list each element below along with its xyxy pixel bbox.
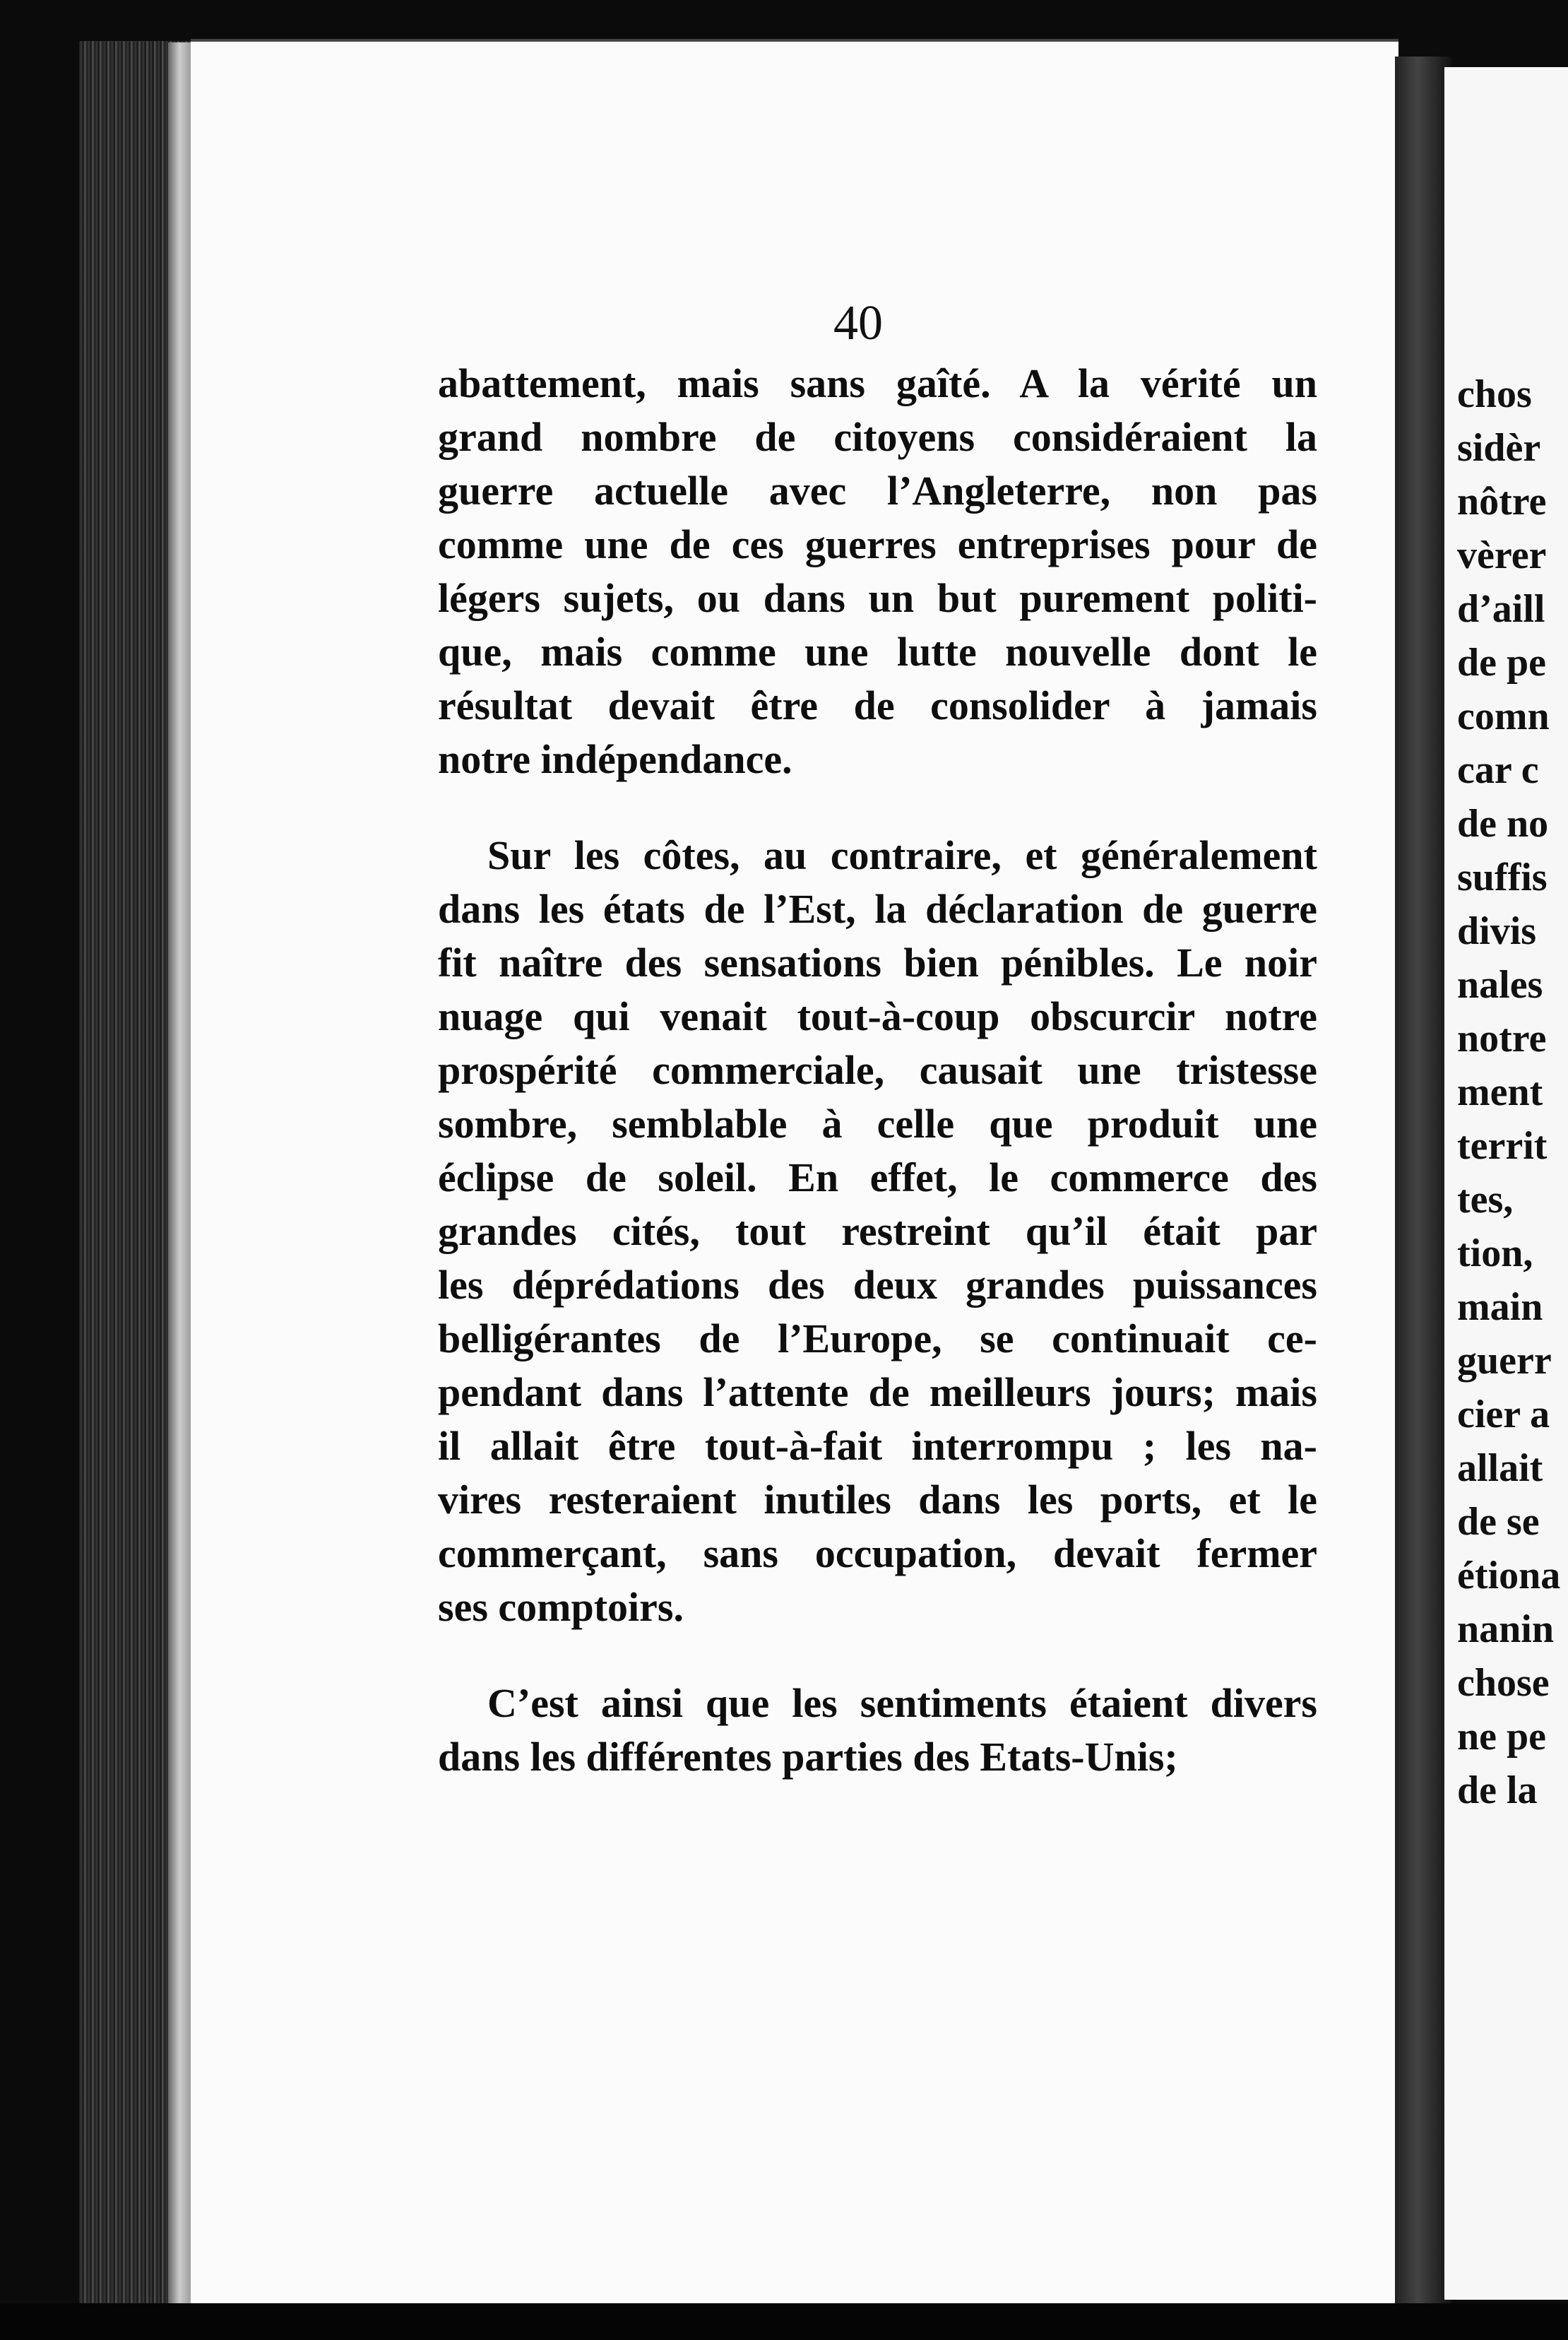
right-page-line-fragment: notre xyxy=(1457,1017,1547,1060)
text-line: nuage qui venait tout-à-coup obscurcir notre xyxy=(438,993,1317,1039)
right-page-line-fragment: chose xyxy=(1457,1661,1550,1705)
text-line: que, mais comme une lutte nouvelle dont le xyxy=(438,629,1317,675)
text-line: fit naître des sensations bien pénibles. Le noir xyxy=(438,940,1317,986)
right-page-line-fragment: chos xyxy=(1457,372,1532,416)
right-page-line-fragment: tion, xyxy=(1457,1231,1533,1275)
text-line: ses comptoirs. xyxy=(438,1584,684,1630)
right-page-line-fragment: guerr xyxy=(1457,1339,1552,1383)
text-line: les déprédations des deux grandes puissances xyxy=(438,1262,1317,1308)
text-line: notre indépendance. xyxy=(438,736,792,782)
text-line: prospérité commerciale, causait une tristesse xyxy=(438,1047,1317,1093)
text-line: comme une de ces guerres entreprises pour de xyxy=(438,521,1317,567)
right-page-line-fragment: de pe xyxy=(1457,641,1546,685)
right-page-line-fragment: étiona xyxy=(1457,1554,1561,1597)
right-page-line-fragment: territ xyxy=(1457,1124,1548,1168)
right-page-line-fragment: allait xyxy=(1457,1446,1543,1490)
right-page-line-fragment: comn xyxy=(1457,695,1550,738)
right-page-line-fragment: vèrer xyxy=(1457,533,1547,577)
right-page-line-fragment: ne pe xyxy=(1457,1715,1546,1759)
text-line: sombre, semblable à celle que produit une xyxy=(438,1101,1317,1147)
right-page-partial xyxy=(1444,67,1568,2300)
text-line: belligérantes de l’Europe, se continuait ce- xyxy=(438,1316,1317,1361)
text-line: éclipse de soleil. En effet, le commerce des xyxy=(438,1154,1317,1200)
book-gutter xyxy=(1395,57,1451,2314)
right-page-line-fragment: ment xyxy=(1457,1070,1543,1114)
page-body-text xyxy=(438,357,1317,1784)
right-page-text xyxy=(1444,367,1560,1817)
right-page-line-fragment: de la xyxy=(1457,1768,1538,1812)
text-line: résultat devait être de consolider à jamais xyxy=(438,682,1317,728)
text-line: C’est ainsi que les sentiments étaient divers xyxy=(487,1680,1317,1726)
paragraph-gap xyxy=(438,786,1317,829)
text-line: grandes cités, tout restreint qu’il était par xyxy=(438,1208,1317,1254)
text-line: Sur les côtes, au contraire, et généralement xyxy=(487,832,1317,878)
text-line: grand nombre de citoyens considéraient la xyxy=(438,414,1317,460)
text-line: vires resteraient inutiles dans les ports, et le xyxy=(438,1477,1317,1523)
text-line: guerre actuelle avec l’Angleterre, non pas xyxy=(438,468,1317,514)
right-page-line-fragment: d’aill xyxy=(1457,587,1545,631)
text-line: il allait être tout-à-fait interrompu ; les na- xyxy=(438,1423,1317,1469)
right-page-line-fragment: tes, xyxy=(1457,1178,1514,1222)
right-page-line-fragment: nanin xyxy=(1457,1607,1554,1651)
paragraph-gap xyxy=(438,1634,1317,1677)
right-page-line-fragment: car c xyxy=(1457,748,1539,792)
text-line: abattement, mais sans gaîté. A la vérité un xyxy=(438,360,1317,406)
right-page-line-fragment: main xyxy=(1457,1285,1543,1329)
right-page-line-fragment: cier a xyxy=(1457,1393,1550,1436)
page-number: 40 xyxy=(833,296,883,350)
text-line: pendant dans l’attente de meilleurs jours; mais xyxy=(438,1369,1317,1415)
text-line: légers sujets, ou dans un but purement politi- xyxy=(438,575,1317,621)
right-page-line-fragment: de se xyxy=(1457,1500,1540,1544)
right-page-line-fragment: divis xyxy=(1457,909,1537,953)
text-line: commerçant, sans occupation, devait fermer xyxy=(438,1530,1317,1576)
text-line: dans les différentes parties des Etats-Unis; xyxy=(438,1734,1178,1780)
right-page-line-fragment: de no xyxy=(1457,802,1549,846)
text-line: dans les états de l’Est, la déclaration de guerre xyxy=(438,886,1317,932)
right-page-line-fragment: nôtre xyxy=(1457,480,1547,524)
right-page-line-fragment: nales xyxy=(1457,963,1543,1007)
scan-bottom-border xyxy=(0,2303,1568,2340)
right-page-line-fragment: suffis xyxy=(1457,856,1548,899)
right-page-line-fragment: sidèr xyxy=(1457,426,1541,470)
